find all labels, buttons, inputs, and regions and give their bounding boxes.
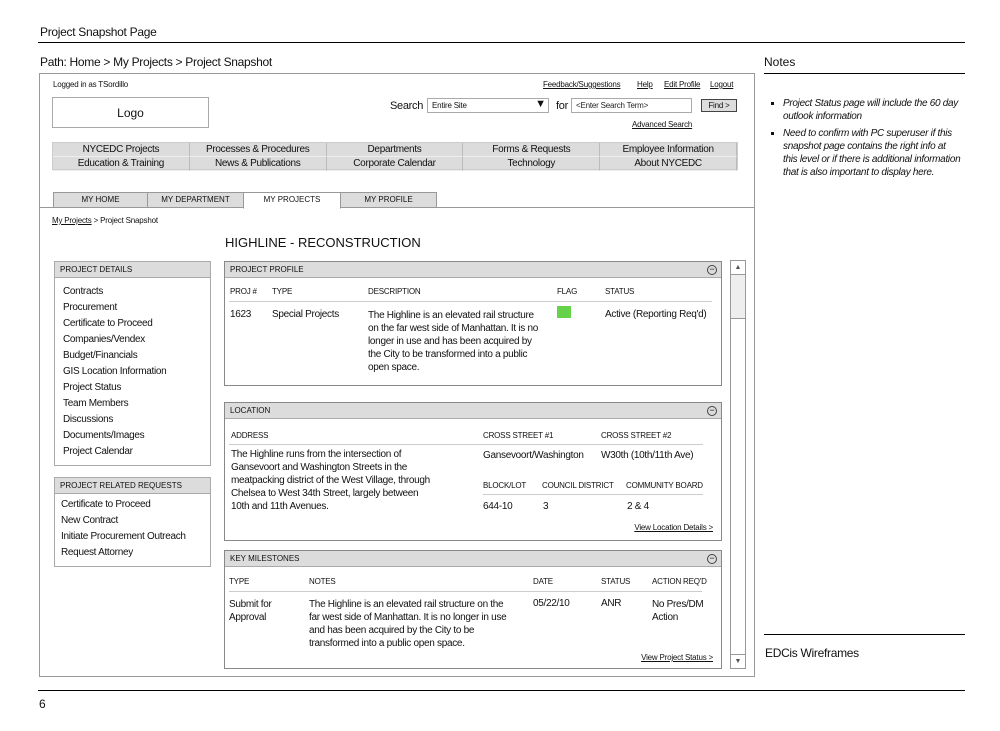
proj-number: 1623: [230, 309, 252, 320]
milestone-action: No Pres/DM Action: [652, 599, 704, 623]
nav-item[interactable]: Processes & Procedures: [190, 143, 327, 157]
request-item[interactable]: Certificate to Proceed: [61, 499, 151, 510]
divider: [229, 591, 702, 592]
logo: Logo: [52, 97, 209, 128]
sidebar-item[interactable]: Team Members: [63, 398, 129, 409]
request-item[interactable]: Request Attorney: [61, 547, 133, 558]
sidebar-item[interactable]: GIS Location Information: [63, 366, 167, 377]
path-label: Path: Home > My Projects > Project Snapshot: [40, 55, 272, 69]
for-label: for: [556, 100, 568, 112]
key-milestones-panel: [224, 550, 722, 669]
page-number: 6: [39, 697, 46, 711]
divider: [764, 634, 965, 635]
sidebar-item[interactable]: Project Status: [63, 382, 122, 393]
note-item: ▪ Need to confirm with PC superuser if this snapshot page contains the right info at this level or if there is additional information that is also important to display here.: [783, 127, 962, 179]
milestone-type: Submit for Approval: [229, 599, 272, 623]
block-value: 644-10: [483, 501, 513, 512]
main-nav: [52, 142, 738, 170]
note-item: ▪ Project Status page will include the 60 day outlook information: [783, 97, 962, 123]
sidebar-item[interactable]: Discussions: [63, 414, 114, 425]
tab-my-home[interactable]: MY HOME: [53, 192, 148, 208]
divider: [229, 301, 712, 302]
help-link[interactable]: Help: [637, 80, 653, 89]
col-header: NOTES: [309, 577, 336, 586]
divider: [38, 690, 965, 691]
search-placeholder: <Enter Search Term>: [576, 101, 649, 110]
collapse-icon[interactable]: −: [707, 406, 717, 416]
search-label: Search: [390, 100, 424, 112]
panel-header: PROJECT DETAILS: [55, 262, 210, 278]
status-flag: [557, 306, 571, 318]
cross1-value: Gansevoort/Washington: [483, 450, 584, 461]
notes-title: Notes: [764, 55, 796, 69]
block-label: BLOCK/LOT: [483, 481, 527, 490]
collapse-icon[interactable]: −: [707, 554, 717, 564]
col-header: DESCRIPTION: [368, 287, 421, 296]
breadcrumb-link[interactable]: My Projects: [52, 216, 92, 225]
page-title: Project Snapshot Page: [40, 25, 157, 39]
view-project-status-link[interactable]: View Project Status >: [641, 653, 713, 662]
nav-item[interactable]: NYCEDC Projects: [53, 143, 190, 157]
search-input[interactable]: [571, 98, 692, 113]
tab-my-profile[interactable]: MY PROFILE: [340, 192, 437, 208]
sidebar-item[interactable]: Budget/Financials: [63, 350, 138, 361]
breadcrumb-current: > Project Snapshot: [91, 216, 158, 225]
nav-item[interactable]: Employee Information: [600, 143, 737, 157]
request-item[interactable]: New Contract: [61, 515, 118, 526]
find-button[interactable]: Find >: [701, 99, 737, 112]
nav-item[interactable]: Forms & Requests: [463, 143, 600, 157]
col-header: TYPE: [229, 577, 250, 586]
nav-item[interactable]: Departments: [327, 143, 464, 157]
divider: [229, 444, 703, 445]
advanced-search-link[interactable]: Advanced Search: [632, 120, 693, 129]
col-header: PROJ #: [230, 287, 257, 296]
project-requests-panel: [54, 477, 211, 567]
board-value: 2 & 4: [627, 501, 649, 512]
collapse-icon[interactable]: −: [707, 265, 717, 275]
sidebar-item[interactable]: Documents/Images: [63, 430, 145, 441]
scroll-up-icon[interactable]: ▲: [731, 261, 745, 275]
council-value: 3: [543, 501, 549, 512]
feedback-link[interactable]: Feedback/Suggestions: [543, 80, 621, 89]
cross1-label: CROSS STREET #1: [483, 431, 554, 440]
panel-header: KEY MILESTONES: [225, 551, 721, 567]
project-title: HIGHLINE - RECONSTRUCTION: [225, 235, 421, 250]
col-header: TYPE: [272, 287, 293, 296]
cross2-label: CROSS STREET #2: [601, 431, 672, 440]
dropdown-arrow-icon: ▼: [535, 98, 546, 110]
sidebar-item[interactable]: Certificate to Proceed: [63, 318, 153, 329]
logout-link[interactable]: Logout: [710, 80, 734, 89]
panel-header: PROJECT RELATED REQUESTS: [55, 478, 210, 494]
sidebar-item[interactable]: Companies/Vendex: [63, 334, 145, 345]
wireframe-label: EDCis Wireframes: [765, 646, 859, 660]
nav-item[interactable]: Corporate Calendar: [327, 157, 464, 171]
col-header: ACTION REQ'D: [652, 577, 707, 586]
project-profile-panel: [224, 261, 722, 386]
nav-item[interactable]: Technology: [463, 157, 600, 171]
divider: [764, 73, 965, 74]
col-header: STATUS: [605, 287, 635, 296]
project-details-panel: [54, 261, 211, 466]
proj-type: Special Projects: [272, 309, 339, 320]
council-label: COUNCIL DISTRICT: [542, 481, 614, 490]
view-location-details-link[interactable]: View Location Details >: [634, 523, 713, 532]
milestone-status: ANR: [601, 598, 622, 609]
sidebar-item[interactable]: Procurement: [63, 302, 117, 313]
panel-header: LOCATION: [225, 403, 721, 419]
search-scope-value: Entire Site: [432, 101, 467, 110]
location-panel: [224, 402, 722, 541]
edit-profile-link[interactable]: Edit Profile: [664, 80, 701, 89]
col-header: DATE: [533, 577, 553, 586]
scroll-down-icon[interactable]: ▼: [731, 654, 745, 668]
address-value: The Highline runs from the intersection of Gansevoort and Washington Streets in the meatpacking district of the West Village, through Chelsea to West 34th Street, largely between 10th and 11th Avenues.: [231, 449, 430, 512]
address-label: ADDRESS: [231, 431, 269, 440]
proj-status: Active (Reporting Req'd): [605, 309, 707, 320]
col-header: FLAG: [557, 287, 578, 296]
sidebar-item[interactable]: Contracts: [63, 286, 104, 297]
divider: [38, 42, 965, 43]
milestone-date: 05/22/10: [533, 598, 570, 609]
nav-item[interactable]: Education & Training: [53, 157, 190, 171]
tab-my-projects[interactable]: MY PROJECTS: [243, 192, 341, 209]
tab-my-department[interactable]: MY DEPARTMENT: [147, 192, 244, 208]
sidebar-item[interactable]: Project Calendar: [63, 446, 133, 457]
scroll-thumb[interactable]: [731, 275, 745, 319]
proj-description: The Highline is an elevated rail structure on the far west side of Manhattan. It is no longer in use and has been acquired by the City to be transformed into a public open space.: [368, 310, 538, 373]
search-scope-select[interactable]: [427, 98, 549, 113]
request-item[interactable]: Initiate Procurement Outreach: [61, 531, 186, 542]
cross2-value: W30th (10th/11th Ave): [601, 450, 694, 461]
col-header: STATUS: [601, 577, 631, 586]
board-label: COMMUNITY BOARD: [626, 481, 703, 490]
breadcrumb: [52, 216, 158, 225]
nav-item[interactable]: About NYCEDC: [600, 157, 737, 171]
logged-in-label: Logged in as TSordillo: [53, 80, 129, 89]
panel-header: PROJECT PROFILE: [225, 262, 721, 278]
divider: [483, 494, 703, 495]
notes-list: [772, 97, 962, 179]
scrollbar[interactable]: [730, 260, 746, 669]
nav-item[interactable]: News & Publications: [190, 157, 327, 171]
milestone-notes: The Highline is an elevated rail structure on the far west side of Manhattan. It is no longer in use and has been acquired by the City to be transformed into a public open space.: [309, 599, 507, 649]
